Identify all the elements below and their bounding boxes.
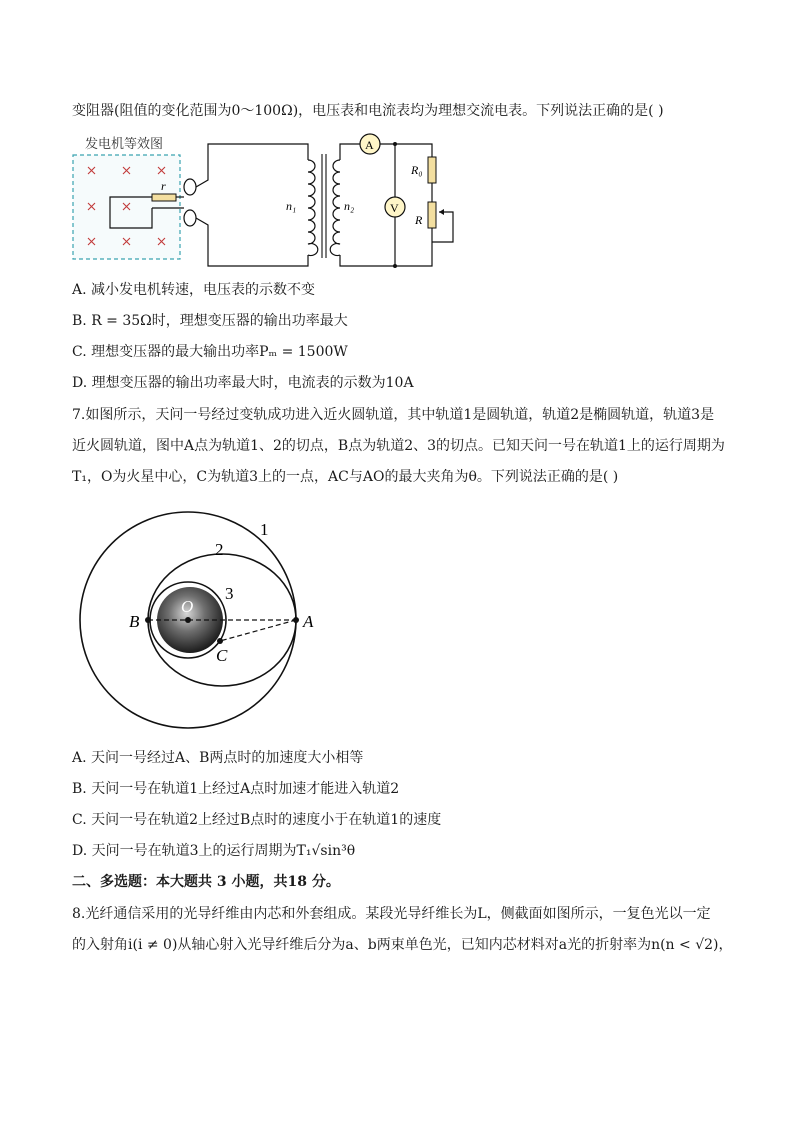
ammeter-label: A <box>365 138 374 152</box>
q7-option-b: B. 天问一号在轨道1上经过A点时加速才能进入轨道2 <box>72 781 400 797</box>
q6-option-a: A. 减小发电机转速，电压表的示数不变 <box>72 282 316 298</box>
orbit-figure <box>70 505 330 730</box>
q8-stem-line-2: 的入射角i(i ≠ 0)从轴心射入光导纤维后分为a、b两束单色光，已知内芯材料对a光的折射率为n(n < √2)， <box>72 937 733 953</box>
R-label: R <box>415 213 423 227</box>
line-AC <box>220 620 296 641</box>
slip-ring-top <box>184 179 196 195</box>
voltmeter-label: V <box>390 201 399 215</box>
A-label: A <box>303 612 314 631</box>
orbit-2-label: 2 <box>215 540 224 559</box>
B-label: B <box>129 612 140 631</box>
q7-stem-line-3: T₁，O为火星中心，C为轨道3上的一点，AC与AO的最大夹角为θ。下列说法正确的是( ) <box>72 469 619 485</box>
rheostat-R <box>428 202 436 228</box>
r-label: r <box>161 179 166 193</box>
q7-option-d: D. 天问一号在轨道3上的运行周期为T₁√sin³θ <box>72 843 356 859</box>
q8-stem-line-1: 8.光纤通信采用的光导纤维由内芯和外套组成。某段光导纤维长为L，侧截面如图所示，一复色光以一定 <box>72 906 711 922</box>
orbit-3-label: 3 <box>225 584 234 603</box>
point-B <box>145 617 151 623</box>
C-label: C <box>216 646 228 665</box>
q6-option-c: C. 理想变压器的最大输出功率Pₘ = 1500W <box>72 344 348 360</box>
q7-option-c: C. 天问一号在轨道2上经过B点时的速度小于在轨道1的速度 <box>72 812 442 828</box>
q6-option-b: B. R = 35Ω时，理想变压器的输出功率最大 <box>72 313 348 329</box>
n1-label: n₁ <box>286 199 297 213</box>
R0-label: R₀ <box>411 163 423 177</box>
resistor-R0 <box>428 157 436 183</box>
q6-option-d: D. 理想变压器的输出功率最大时，电流表的示数为10A <box>72 375 414 391</box>
n2-label: n₂ <box>344 199 355 213</box>
slip-ring-bottom <box>184 210 196 226</box>
q6-stem: 变阻器(阻值的变化范围为0～100Ω)，电压表和电流表均为理想交流电表。下列说法正确的是( ) <box>72 103 664 119</box>
point-C <box>217 638 223 644</box>
q7-option-a: A. 天问一号经过A、B两点时的加速度大小相等 <box>72 750 364 766</box>
internal-resistance-r <box>152 194 176 201</box>
primary-coil <box>308 160 318 256</box>
q7-stem-line-1: 7.如图所示，天问一号经过变轨成功进入近火圆轨道，其中轨道1是圆轨道，轨道2是椭圆轨道，轨道3是 <box>72 407 715 423</box>
O-label: O <box>181 597 194 616</box>
generator-transformer-circuit-figure <box>68 130 468 280</box>
q7-stem-line-2: 近火圆轨道，图中A点为轨道1、2的切点，B点为轨道2、3的切点。已知天问一号在轨道1上的运行周期为 <box>72 438 725 454</box>
orbit-1-label: 1 <box>260 520 269 539</box>
point-A <box>293 617 299 623</box>
section-heading-multiple-choice: 二、多选题：本大题共 3 小题，共18 分。 <box>72 874 340 890</box>
secondary-coil <box>330 160 340 256</box>
generator-caption: 发电机等效图 <box>85 136 164 151</box>
point-O <box>185 617 191 623</box>
